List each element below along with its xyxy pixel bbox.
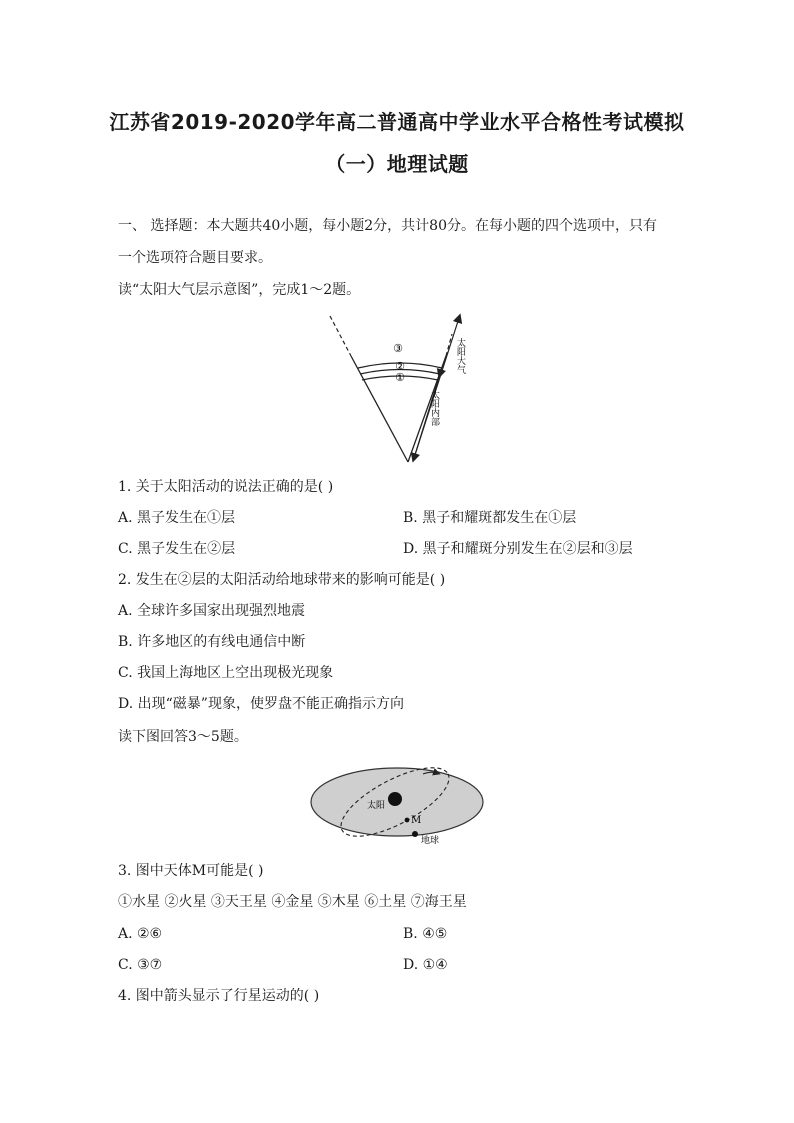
- m-dot: [405, 818, 410, 823]
- exam-title-line1: 江苏省2019-2020学年高二普通高中学业水平合格性考试模拟: [109, 110, 685, 134]
- q2-option-b: B. 许多地区的有线电通信中断: [118, 634, 306, 650]
- q2-option-c: C. 我国上海地区上空出现极光现象: [118, 665, 334, 681]
- figure1-intro: 读“太阳大气层示意图”，完成1～2题。: [118, 282, 361, 298]
- q2-stem: 2. 发生在②层的太阳活动给地球带来的影响可能是( ): [118, 572, 446, 588]
- q1-option-b: B. 黑子和耀斑都发生在①层: [403, 510, 577, 526]
- q1-option-d: D. 黑子和耀斑分别发生在②层和③层: [403, 541, 633, 557]
- q1-option-c: C. 黑子发生在②层: [118, 541, 236, 557]
- sun-label: 太阳: [367, 801, 386, 811]
- q1-stem: 1. 关于太阳活动的说法正确的是( ): [118, 479, 334, 495]
- q3-option-a: A. ②⑥: [118, 926, 163, 942]
- q3-option-b: B. ④⑤: [403, 926, 448, 942]
- exam-title-line2: （一）地理试题: [325, 152, 469, 176]
- q2-option-a: A. 全球许多国家出现强烈地震: [118, 603, 306, 619]
- layer-label-1: ①: [395, 371, 405, 384]
- m-label: M: [411, 815, 422, 826]
- q3-stem: 3. 图中天体M可能是( ): [118, 863, 264, 879]
- left-dashed-line: [330, 316, 351, 356]
- q1-option-a: A. 黑子发生在①层: [118, 510, 236, 526]
- layer-label-2: ②: [395, 360, 405, 373]
- label-solar-interior: 太阳内部: [429, 390, 439, 426]
- sun-dot: [388, 792, 402, 806]
- earth-label: 地球: [421, 836, 440, 846]
- figure2-intro: 读下图回答3～5题。: [118, 729, 248, 745]
- section-heading-line2: 一个选项符合题目要求。: [118, 250, 272, 266]
- q3-option-c: C. ③⑦: [118, 957, 163, 973]
- q4-stem: 4. 图中箭头显示了行星运动的( ): [118, 988, 320, 1004]
- label-solar-atmosphere: 太阳大气: [455, 338, 465, 374]
- solar-atmosphere-diagram: [318, 312, 478, 468]
- q3-planet-list: ①水星 ②火星 ③天王星 ④金星 ⑤木星 ⑥土星 ⑦海王星: [118, 894, 467, 910]
- q3-option-d: D. ①④: [403, 957, 448, 973]
- section-heading-line1: 一、 选择题：本大题共40小题，每小题2分，共计80分。在每小题的四个选项中，只有: [118, 218, 657, 234]
- orbit-diagram: [305, 760, 490, 852]
- q2-option-d: D. 出现“磁暴”现象，使罗盘不能正确指示方向: [118, 696, 404, 712]
- right-dashed-line: [446, 334, 452, 356]
- earth-dot: [412, 831, 418, 837]
- layer-label-3: ③: [393, 342, 403, 355]
